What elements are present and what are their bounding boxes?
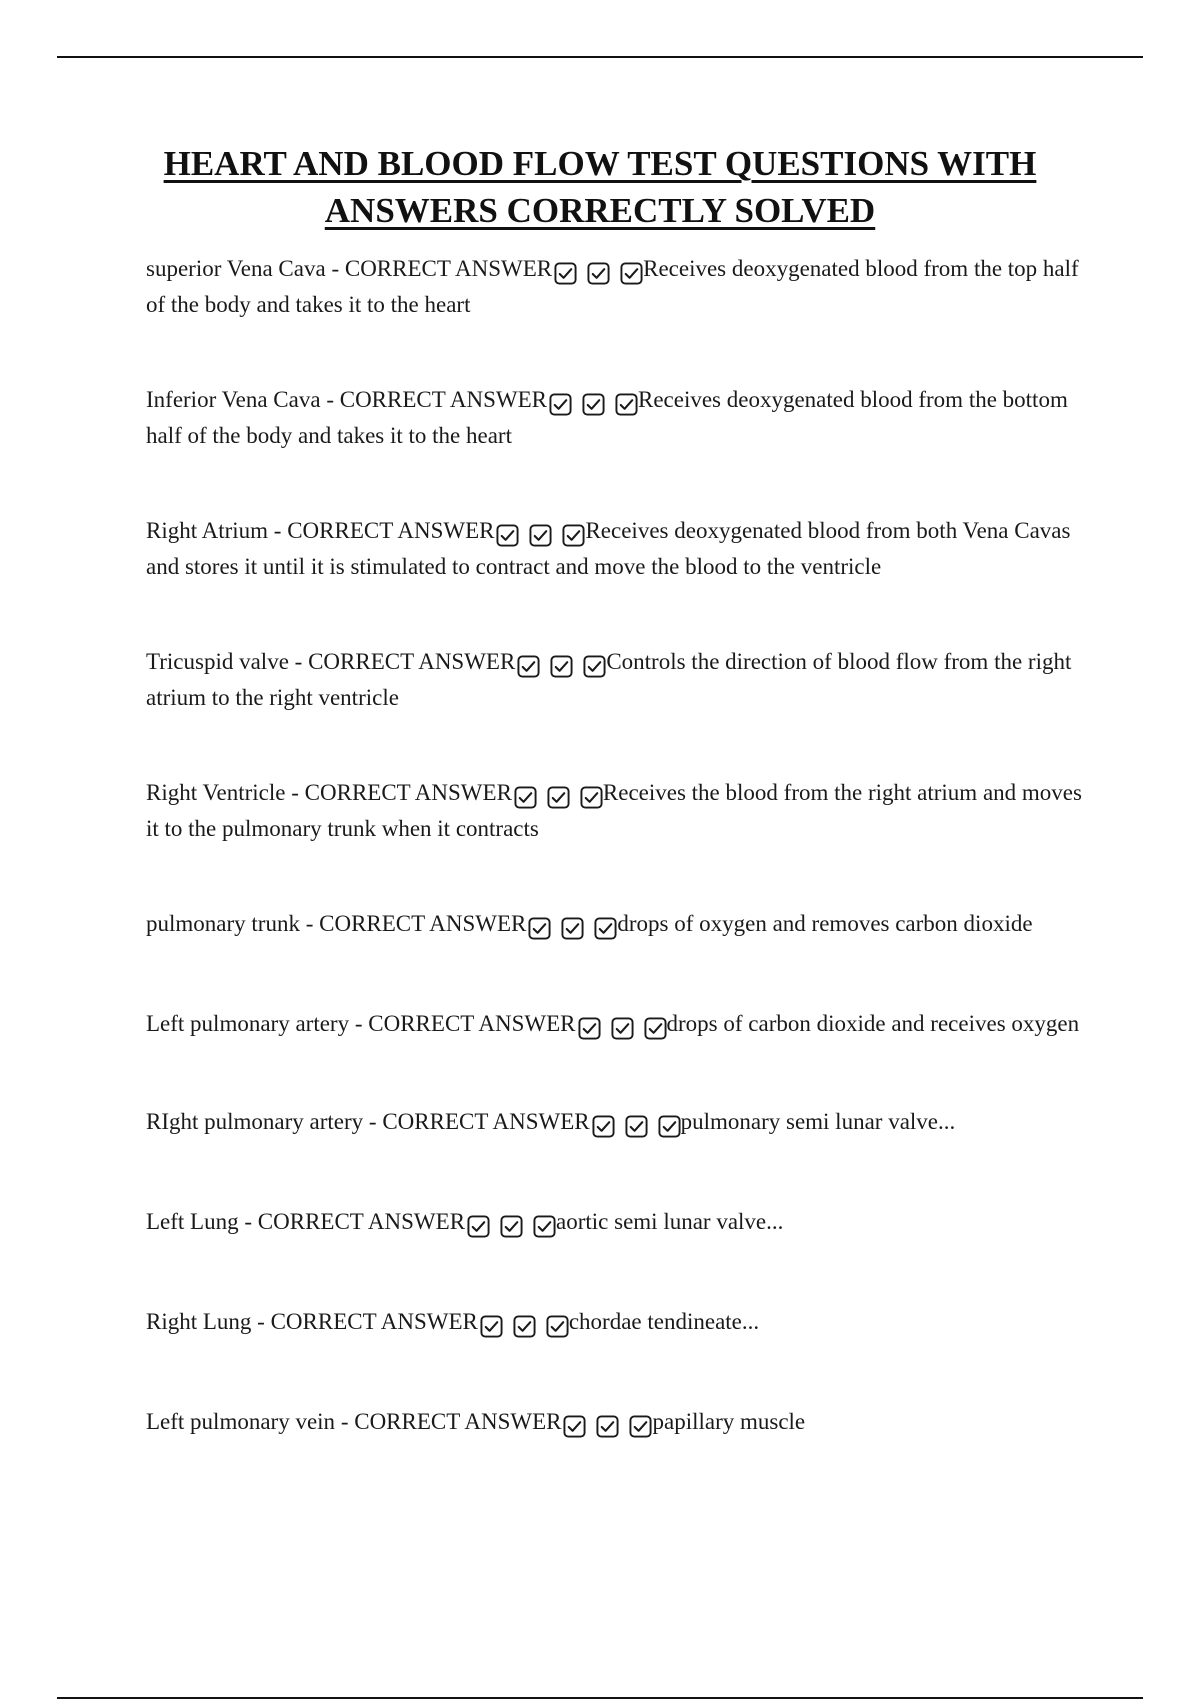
check-box-icon	[529, 524, 552, 547]
entry-separator: -	[299, 911, 320, 936]
document-title	[100, 140, 1100, 234]
check-box-icon	[550, 655, 573, 678]
qa-entry	[146, 776, 1096, 845]
title-line-1: HEART AND BLOOD FLOW TEST QUESTIONS WITH	[163, 144, 1037, 183]
check-box-icon	[528, 917, 551, 940]
check-box-icon	[580, 786, 603, 809]
entry-term: Right Ventricle	[146, 780, 286, 805]
entry-separator: -	[325, 256, 345, 281]
check-marks	[592, 1108, 681, 1141]
check-box-icon	[658, 1115, 681, 1138]
entry-separator: -	[363, 1109, 383, 1134]
top-rule	[57, 56, 1143, 58]
qa-entry	[146, 1205, 1096, 1241]
check-marks	[480, 1308, 569, 1341]
check-box-icon	[561, 917, 584, 940]
check-box-icon	[496, 524, 519, 547]
entry-separator: -	[320, 387, 340, 412]
entry-term: Inferior Vena Cava	[146, 387, 321, 412]
qa-entry	[146, 1007, 1096, 1043]
check-box-icon	[583, 655, 606, 678]
entry-answer: drops of oxygen and removes carbon dioxide	[617, 911, 1033, 936]
entry-term: RIght pulmonary artery	[146, 1109, 364, 1134]
check-box-icon	[562, 524, 585, 547]
check-box-icon	[533, 1215, 556, 1238]
answer-marker: CORRECT ANSWER	[287, 518, 495, 543]
check-box-icon	[549, 393, 572, 416]
check-box-icon	[578, 1017, 601, 1040]
qa-entry	[146, 252, 1096, 321]
answer-marker: CORRECT ANSWER	[257, 1209, 466, 1234]
qa-entry	[146, 1405, 1096, 1441]
check-marks	[514, 779, 603, 812]
check-box-icon	[554, 262, 577, 285]
answer-marker: CORRECT ANSWER	[382, 1109, 590, 1134]
check-box-icon	[594, 917, 617, 940]
check-marks	[549, 386, 638, 419]
entry-answer: chordae tendineate...	[568, 1309, 760, 1334]
check-box-icon	[513, 1315, 536, 1338]
check-box-icon	[547, 786, 570, 809]
check-box-icon	[625, 1115, 648, 1138]
entry-term: Tricuspid valve	[146, 649, 289, 674]
qa-list	[146, 252, 1096, 1441]
check-marks	[563, 1408, 652, 1441]
entry-term: Left pulmonary artery	[146, 1011, 350, 1036]
check-marks	[528, 910, 617, 943]
entry-term: Left Lung	[146, 1209, 239, 1234]
check-box-icon	[644, 1017, 667, 1040]
check-box-icon	[592, 1115, 615, 1138]
entry-answer: Receives deoxygenated blood from both Vena Cavas and stores it until it is stimulated to contract and move the blood to the ventricle	[146, 518, 1071, 579]
check-box-icon	[587, 262, 610, 285]
check-box-icon	[467, 1215, 490, 1238]
entry-separator: -	[285, 780, 305, 805]
check-marks	[496, 517, 585, 550]
check-box-icon	[615, 393, 638, 416]
entry-answer: drops of carbon dioxide and receives oxygen	[666, 1011, 1080, 1036]
entry-term: Right Atrium	[146, 518, 269, 543]
check-box-icon	[629, 1415, 652, 1438]
qa-entry	[146, 645, 1096, 714]
check-marks	[554, 255, 643, 288]
entry-answer: Receives deoxygenated blood from the top half of the body and takes it to the heart	[146, 256, 1079, 317]
check-box-icon	[546, 1315, 569, 1338]
entry-answer: pulmonary semi lunar valve...	[680, 1109, 956, 1134]
answer-marker: CORRECT ANSWER	[354, 1409, 562, 1434]
entry-term: Right Lung	[146, 1309, 252, 1334]
check-box-icon	[500, 1215, 523, 1238]
qa-entry	[146, 1305, 1096, 1341]
check-box-icon	[620, 262, 643, 285]
check-box-icon	[480, 1315, 503, 1338]
answer-marker: CORRECT ANSWER	[308, 649, 516, 674]
answer-marker: CORRECT ANSWER	[319, 911, 527, 936]
entry-separator: -	[251, 1309, 271, 1334]
check-box-icon	[514, 786, 537, 809]
check-box-icon	[517, 655, 540, 678]
qa-entry	[146, 383, 1096, 452]
entry-answer: Receives the blood from the right atrium and moves it to the pulmonary trunk when it contracts	[146, 780, 1082, 841]
title-line-2: ANSWERS CORRECTLY SOLVED	[324, 191, 876, 230]
check-marks	[467, 1208, 556, 1241]
check-marks	[517, 648, 606, 681]
entry-term: superior Vena Cava	[146, 256, 326, 281]
answer-marker: CORRECT ANSWER	[368, 1011, 576, 1036]
qa-entry	[146, 514, 1096, 583]
qa-entry	[146, 907, 1096, 943]
check-box-icon	[582, 393, 605, 416]
entry-term: pulmonary trunk	[146, 911, 300, 936]
answer-marker: CORRECT ANSWER	[339, 387, 547, 412]
check-marks	[578, 1010, 667, 1043]
entry-separator: -	[238, 1209, 258, 1234]
entry-answer: papillary muscle	[652, 1409, 806, 1434]
answer-marker: CORRECT ANSWER	[270, 1309, 478, 1334]
entry-answer: Controls the direction of blood flow from the right atrium to the right ventricle	[146, 649, 1072, 710]
entry-term: Left pulmonary vein	[146, 1409, 336, 1434]
check-box-icon	[563, 1415, 586, 1438]
entry-answer: aortic semi lunar valve...	[556, 1209, 784, 1234]
bottom-rule	[57, 1697, 1143, 1699]
entry-separator: -	[335, 1409, 355, 1434]
answer-marker: CORRECT ANSWER	[304, 780, 512, 805]
check-box-icon	[596, 1415, 619, 1438]
answer-marker: CORRECT ANSWER	[344, 256, 553, 281]
qa-entry	[146, 1105, 1096, 1141]
entry-separator: -	[349, 1011, 369, 1036]
entry-answer: Receives deoxygenated blood from the bottom half of the body and takes it to the heart	[146, 387, 1068, 448]
entry-separator: -	[268, 518, 288, 543]
entry-separator: -	[288, 649, 309, 674]
check-box-icon	[611, 1017, 634, 1040]
